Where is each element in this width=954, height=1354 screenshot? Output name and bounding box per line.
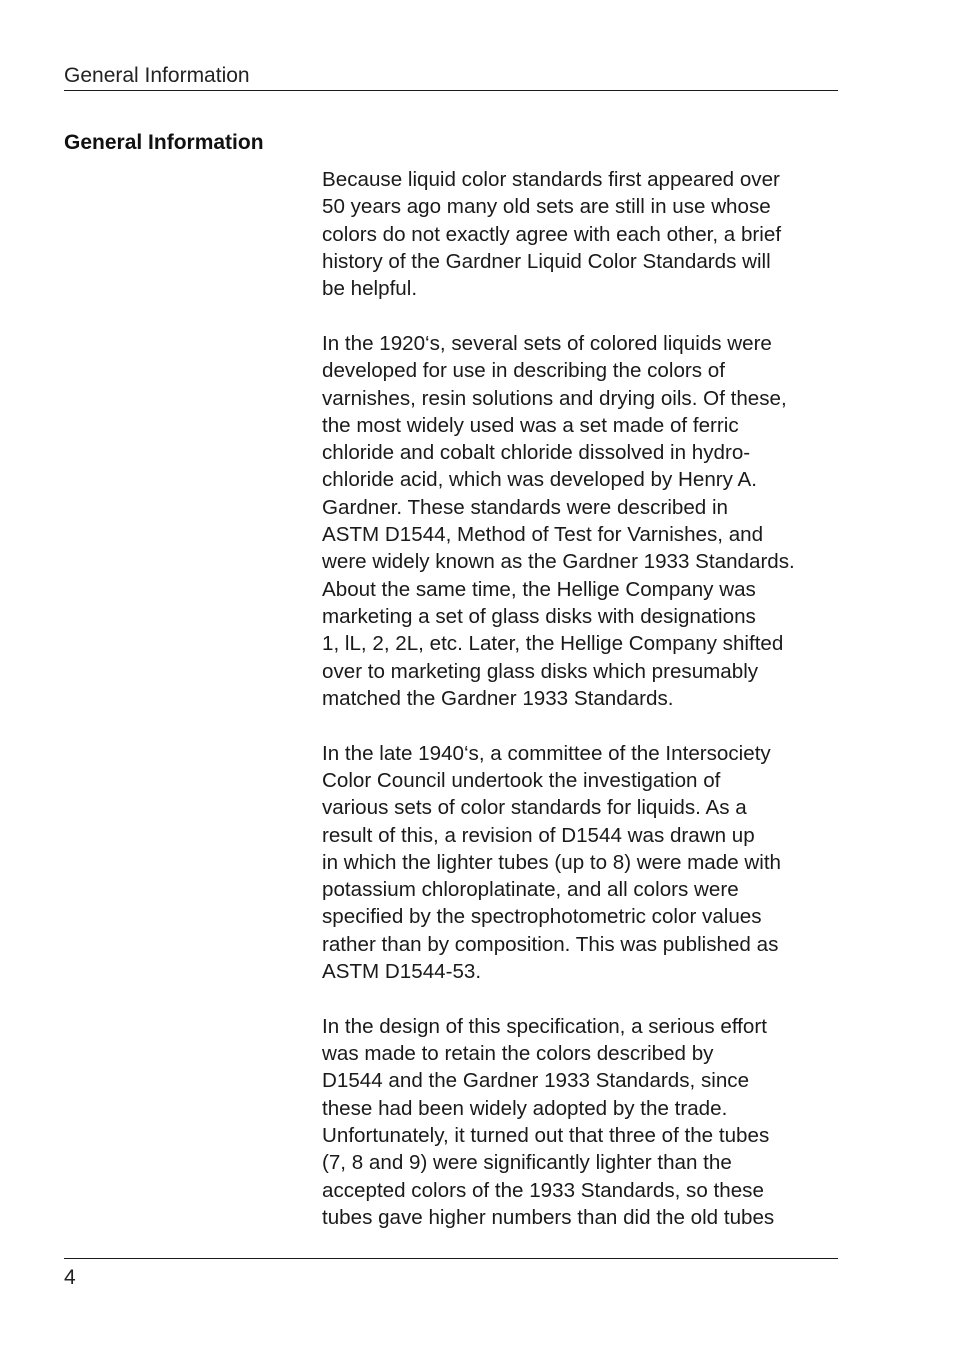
text-line: were widely known as the Gardner 1933 Standards. — [322, 550, 795, 574]
text-line: in which the lighter tubes (up to 8) were made with — [322, 850, 782, 874]
text-line: accepted colors of the 1933 Standards, so these — [322, 1178, 764, 1202]
header-rule — [64, 90, 838, 91]
text-line: D1544 and the Gardner 1933 Standards, since — [322, 1069, 750, 1093]
text-line: 50 years ago many old sets are still in use whose — [322, 195, 771, 219]
text-line: Because liquid color standards first appeared over — [322, 168, 780, 191]
paragraph-1940s — [322, 740, 842, 986]
text-line: ASTM D1544, Method of Test for Varnishes, and — [322, 523, 764, 547]
text-line: In the 1920‘s, several sets of colored liquids were — [322, 331, 772, 355]
text-line: Color Council undertook the investigation of — [322, 768, 721, 792]
text-line: (7, 8 and 9) were significantly lighter than the — [322, 1151, 732, 1175]
text-line: ASTM D1544-53. — [322, 960, 482, 984]
running-header: General Information — [64, 64, 250, 87]
text-line: Unfortunately, it turned out that three of the tubes — [322, 1124, 770, 1147]
text-line: 1, lL, 2, 2L, etc. Later, the Hellige Company shifted — [322, 632, 784, 656]
text-line: various sets of color standards for liquids. As a — [322, 796, 747, 820]
text-line: varnishes, resin solutions and drying oils. Of these, — [322, 386, 787, 410]
text-line: specified by the spectrophotometric color values — [322, 905, 762, 929]
text-line: potassium chloroplatinate, and all colors were — [322, 878, 739, 902]
text-line: these had been widely adopted by the trade. — [322, 1096, 728, 1120]
section-heading: General Information — [64, 131, 264, 154]
text-line: Gardner. These standards were described in — [322, 495, 729, 519]
text-line: developed for use in describing the colors of — [322, 359, 725, 383]
text-line: chloride acid, which was developed by Henry A. — [322, 468, 757, 492]
paragraph-specification-design — [322, 1013, 842, 1231]
text-line: chloride and cobalt chloride dissolved in hydro- — [322, 441, 751, 465]
text-line: tubes gave higher numbers than did the old tubes — [322, 1205, 775, 1229]
text-line: In the design of this specification, a serious effort — [322, 1014, 767, 1038]
text-line: be helpful. — [322, 277, 418, 301]
text-line: About the same time, the Hellige Company was — [322, 577, 756, 601]
text-line: the most widely used was a set made of ferric — [322, 413, 739, 437]
text-line: marketing a set of glass disks with designations — [322, 604, 756, 628]
text-line: was made to retain the colors described by — [322, 1042, 714, 1066]
text-line: colors do not exactly agree with each other, a brief — [322, 222, 782, 246]
body-text-column — [322, 166, 842, 1259]
text-line: matched the Gardner 1933 Standards. — [322, 686, 674, 710]
text-line: rather than by composition. This was published as — [322, 932, 779, 956]
text-line: In the late 1940‘s, a committee of the Intersociety — [322, 741, 771, 765]
footer-rule — [64, 1258, 838, 1259]
text-line: over to marketing glass disks which presumably — [322, 659, 759, 683]
page-number: 4 — [64, 1266, 76, 1289]
text-line: history of the Gardner Liquid Color Standards will — [322, 249, 771, 273]
paragraph-history-intro — [322, 166, 842, 302]
paragraph-1920s — [322, 330, 842, 712]
text-line: result of this, a revision of D1544 was drawn up — [322, 823, 755, 847]
